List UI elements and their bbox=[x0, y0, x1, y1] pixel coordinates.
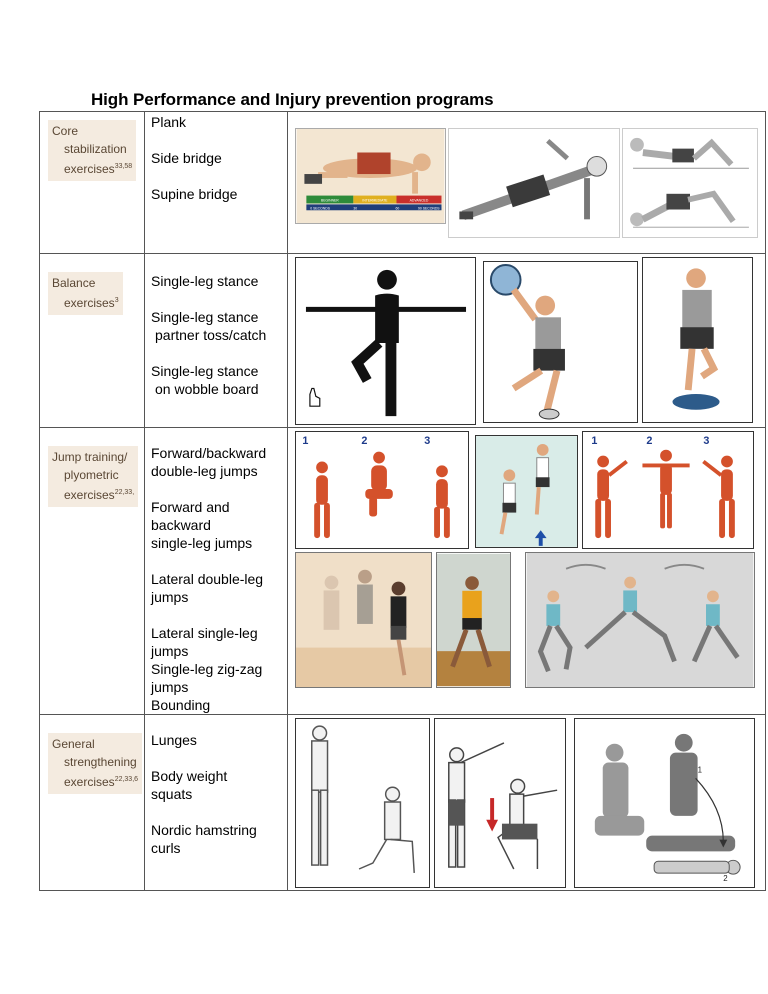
zig-zag-photo bbox=[436, 552, 511, 688]
nordic-step-1: 1 bbox=[697, 765, 702, 775]
exercise-bounding: Bounding bbox=[151, 697, 211, 713]
plank-level-advanced: ADVANCED bbox=[409, 198, 429, 203]
partner-toss-illustration bbox=[483, 261, 638, 423]
category-label-core: Core stabilization exercises$^{33,58}$ bbox=[48, 120, 136, 181]
exercise-fb-double-leg: Forward/backward double-leg jumps bbox=[151, 445, 267, 479]
lateral-step-2: 2 bbox=[646, 434, 653, 447]
nordic-step-2: 2 bbox=[723, 874, 728, 884]
illustration-cell bbox=[288, 254, 766, 428]
exercise-list-cell bbox=[145, 715, 288, 891]
exercise-squats: Body weight squats bbox=[151, 768, 228, 802]
double-leg-jump-illustration bbox=[295, 431, 469, 549]
jump-step-2: 2 bbox=[361, 434, 368, 447]
exercise-plank: Plank bbox=[151, 114, 187, 130]
category-cell bbox=[40, 254, 145, 428]
plank-time-30: 30 bbox=[353, 206, 358, 211]
plank-time-0: 0 SECONDS bbox=[310, 206, 330, 211]
category-label-strengthening: General strengthening exercises$^{22,33,6}$ bbox=[48, 733, 142, 794]
exercise-lateral-single-leg: Lateral single-leg jumps bbox=[151, 625, 258, 659]
jump-step-1: 1 bbox=[302, 434, 309, 447]
wobble-board-illustration bbox=[642, 257, 753, 423]
plank-illustration bbox=[295, 128, 446, 224]
lateral-step-3: 3 bbox=[703, 434, 710, 447]
illustration-cell bbox=[288, 112, 766, 254]
page-title: High Performance and Injury prevention programs bbox=[91, 90, 494, 109]
exercise-table bbox=[39, 111, 766, 891]
lateral-step-1: 1 bbox=[591, 434, 598, 447]
category-cell bbox=[40, 112, 145, 254]
exercise-single-leg-stance-wobble: Single-leg stance on wobble board bbox=[151, 363, 259, 397]
jump-step-3: 3 bbox=[424, 434, 431, 447]
side-bridge-illustration bbox=[448, 128, 620, 238]
lunges-illustration bbox=[295, 718, 430, 888]
exercise-lateral-double-leg: Lateral double-leg jumps bbox=[151, 571, 264, 605]
illustration-cell bbox=[288, 715, 766, 891]
single-leg-stance-illustration bbox=[295, 257, 476, 425]
exercise-fb-single-leg: Forward and backward single-leg jumps bbox=[151, 499, 253, 551]
lateral-single-leg-photo bbox=[295, 552, 432, 688]
exercise-supine-bridge: Supine bridge bbox=[151, 186, 238, 202]
exercise-list-cell bbox=[145, 254, 288, 428]
squats-illustration bbox=[434, 718, 566, 888]
exercise-side-bridge: Side bridge bbox=[151, 150, 222, 166]
exercise-lunges: Lunges bbox=[151, 732, 197, 748]
category-cell bbox=[40, 428, 145, 715]
illustration-cell bbox=[288, 428, 766, 715]
exercise-list-cell bbox=[145, 428, 288, 715]
exercise-single-leg-stance-toss: Single-leg stance partner toss/catch bbox=[151, 309, 267, 343]
category-cell bbox=[40, 715, 145, 891]
exercise-list-cell bbox=[145, 112, 288, 254]
exercise-zig-zag: Single-leg zig-zag jumps bbox=[151, 661, 263, 695]
category-label-jump: Jump training/ plyometric exercises$^{22,33,}$ bbox=[48, 446, 138, 507]
category-label-balance: Balance exercises$^3$ bbox=[48, 272, 123, 315]
supine-bridge-illustration bbox=[622, 128, 758, 238]
bounding-illustration bbox=[525, 552, 755, 688]
table-row-core bbox=[40, 112, 766, 254]
nordic-hamstring-illustration bbox=[574, 718, 755, 888]
table-row-strengthening bbox=[40, 715, 766, 891]
lateral-double-leg-illustration bbox=[582, 431, 754, 549]
plank-level-intermediate: INTERMEDIATE bbox=[362, 198, 388, 203]
plank-time-60: 60 bbox=[395, 206, 400, 211]
plank-level-beginner: BEGINNER bbox=[320, 198, 339, 203]
single-leg-jump-illustration bbox=[475, 435, 578, 548]
plank-time-90: 90 SECONDS bbox=[417, 206, 440, 211]
exercise-nordic: Nordic hamstring curls bbox=[151, 822, 257, 856]
table-row-jump bbox=[40, 428, 766, 715]
exercise-single-leg-stance: Single-leg stance bbox=[151, 273, 259, 289]
table-row-balance bbox=[40, 254, 766, 428]
